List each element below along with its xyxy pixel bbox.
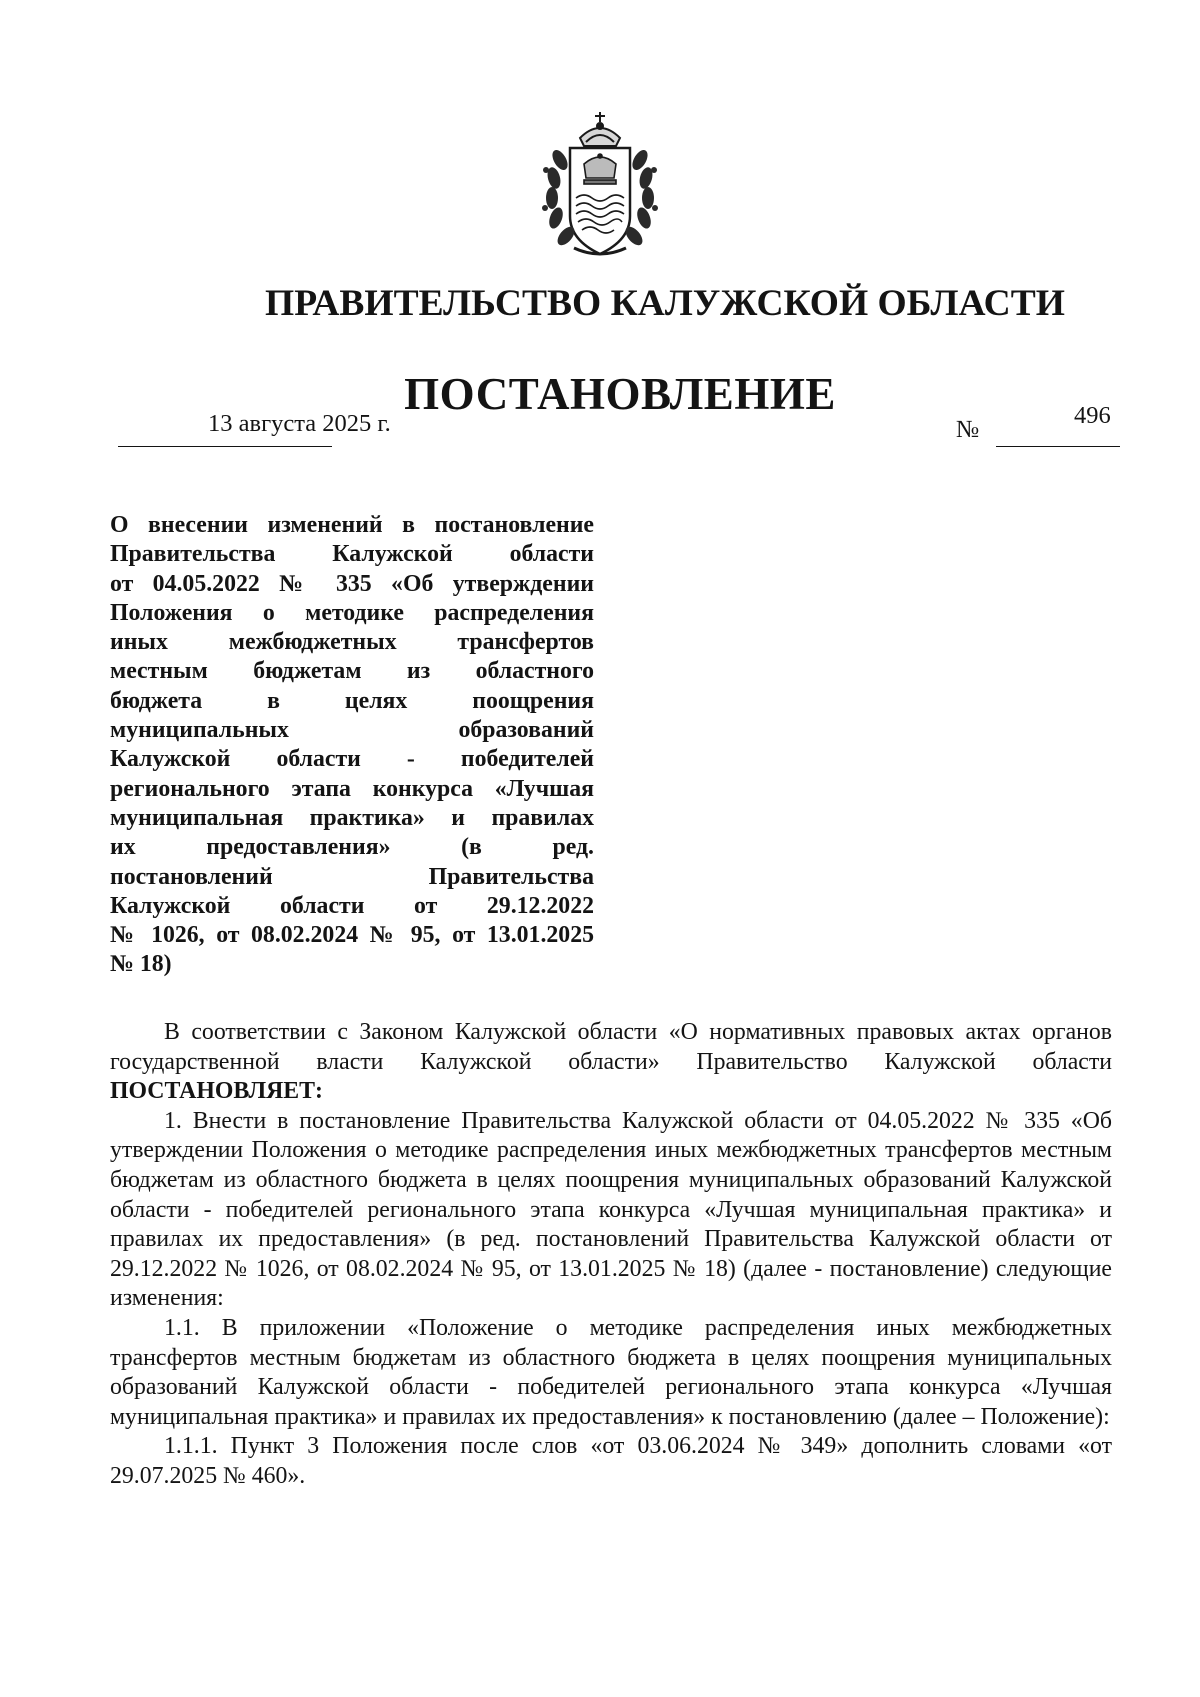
number-underline [996, 446, 1120, 447]
heading-line: от 04.05.2022 № 335 «Об утверждении [110, 570, 594, 597]
preamble-paragraph [110, 1018, 1112, 1107]
heading-line: № 18) [110, 951, 172, 978]
heading-line: Калужской области - победителей [110, 746, 594, 773]
item-1-1-1-paragraph: 1.1.1. Пункт 3 Положения после слов «от 03.06.2024 № 349» дополнить словами «от 29.07.2025 № 460». [110, 1433, 1112, 1489]
heading-line: Положения о методике распределения [110, 599, 594, 626]
heading-line: постановлений Правительства [110, 863, 594, 890]
heading-line: бюджета в целях поощрения [110, 687, 594, 714]
heading-line: О внесении изменений в постановление [110, 512, 594, 538]
preamble-text: В соответствии с Законом Калужской области «О нормативных правовых актах органов государственной власти Калужской области» Правительство Калужской области [110, 1019, 1112, 1075]
heading-line: Правительства Калужской области [110, 541, 594, 568]
document-body [110, 1018, 1112, 1492]
document-number-label: № [956, 416, 980, 443]
item-1-1-paragraph: 1.1. В приложении «Положение о методике распределения иных межбюджетных трансфертов местным бюджетам из областного бюджета в целях поощрения муниципальных образований Калужской области - победителей регионального этапа конкурса «Лучшая муниципальная практика» и правилах их предоставления» к постановлению (далее – Положение): [110, 1314, 1112, 1430]
document-number: 496 [1074, 402, 1111, 429]
date-underline [118, 446, 332, 447]
heading-line: № 1026, от 08.02.2024 № 95, от 13.01.2025 [110, 922, 594, 949]
heading-line: Калужской области от 29.12.2022 [110, 892, 594, 919]
heading-line: муниципальных образований [110, 717, 594, 744]
item-1-paragraph: 1. Внести в постановление Правительства Калужской области от 04.05.2022 № 335 «Об утверждении Положения о методике распределения иных межбюджетных трансфертов местным бюджетам из областного бюджета в целях поощрения муниципальных образований Калужской области - победителей регионального этапа конкурса «Лучшая муниципальная практика» и правилах их предоставления» (в ред. постановлений Правительства Калужской области от 29.12.2022 № 1026, от 08.02.2024 № 95, от 13.01.2025 № 18) (далее - постановление) следующие изменения: [110, 1107, 1112, 1312]
heading-line: их предоставления» (в ред. [110, 834, 594, 861]
resolves-keyword: ПОСТАНОВЛЯЕТ: [110, 1078, 323, 1105]
heading-line: муниципальная практика» и правилах [110, 804, 594, 831]
document-type-title: ПОСТАНОВЛЕНИЕ [404, 369, 836, 419]
kaluga-oblast-coat-of-arms-icon [536, 108, 664, 260]
heading-line: иных межбюджетных трансфертов [110, 629, 594, 656]
document-heading [110, 511, 594, 980]
heading-line: местным бюджетам из областного [110, 658, 594, 685]
government-title: ПРАВИТЕЛЬСТВО КАЛУЖСКОЙ ОБЛАСТИ [265, 283, 1065, 324]
document-date: 13 августа 2025 г. [208, 410, 391, 437]
heading-line: регионального этапа конкурса «Лучшая [110, 775, 594, 802]
